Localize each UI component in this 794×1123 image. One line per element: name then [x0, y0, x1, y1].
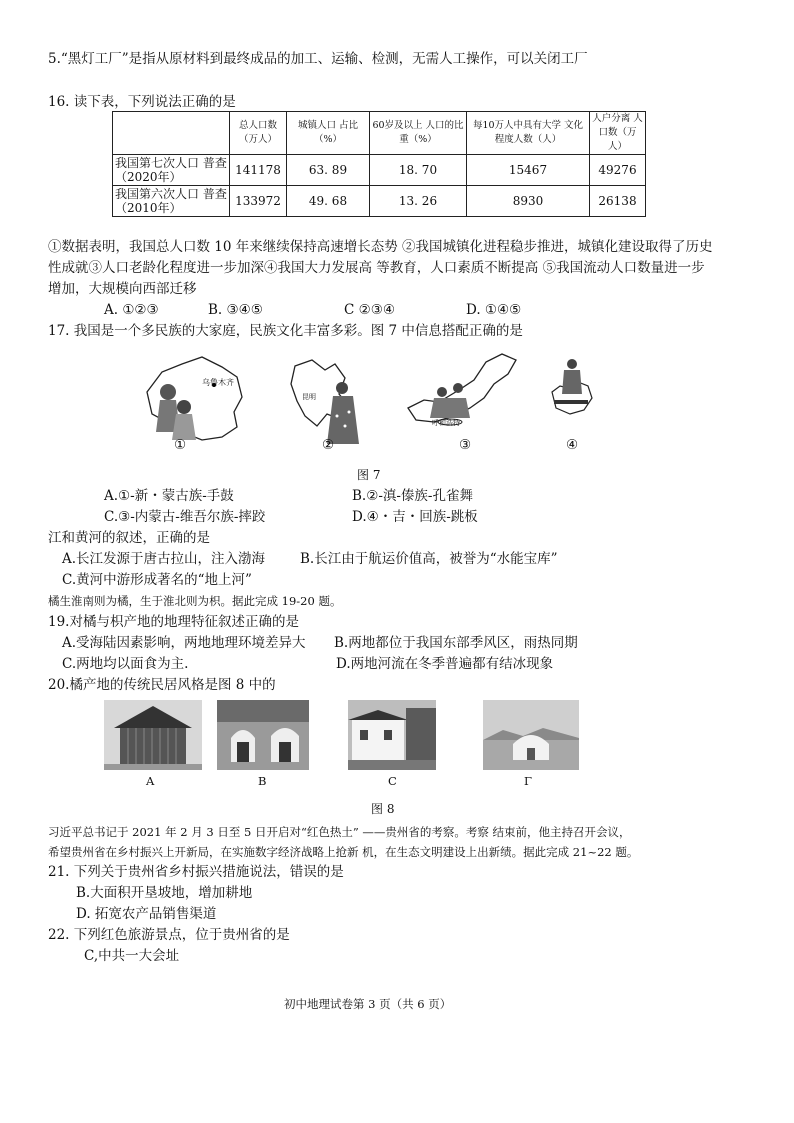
- figure-7-number: ④: [566, 437, 579, 453]
- table-row-label: 我国第七次人口 普查（2020年）: [113, 155, 230, 186]
- table-header-cell: 总人口数（万人）: [230, 112, 287, 155]
- table-cell: 15467: [467, 155, 590, 186]
- question-5-text: 5.“黑灯工厂”是指从原材料到最终成品的加工、运输、检测，无需人工操作，可以关闭工厂: [48, 51, 588, 67]
- question-16-statement-line: ①数据表明，我国总人口数 10 年来继续保持高速增长态势 ②我国城镇化进程稳步推进，城镇化建设取得了历史: [48, 239, 713, 255]
- table-header-cell: 人户分离 人口数（万人）: [590, 112, 646, 155]
- map-jilin-figure: [546, 352, 596, 424]
- table-row: [113, 155, 646, 186]
- table-header-cell: 每10万人中具有大学 文化程度人数（人）: [467, 112, 590, 155]
- map-city-label: 呼和浩特: [432, 419, 460, 427]
- table-cell: 13. 26: [370, 186, 467, 217]
- photo-label: C: [388, 774, 397, 788]
- question-16-stem: 16. 读下表，下列说法正确的是: [48, 94, 236, 110]
- table-corner-cell: [113, 112, 230, 155]
- question-17-option-a[interactable]: A.①-新・蒙古族-手鼓: [104, 488, 234, 504]
- photo-c-southern-house: [348, 700, 436, 770]
- table-cell: 133972: [230, 186, 287, 217]
- question-17-option-c[interactable]: C.③-内蒙古-维吾尔族-摔跤: [104, 509, 266, 525]
- question-17-stem: 17. 我国是一个多民族的大家庭，民族文化丰富多彩。图 7 中信息搭配正确的是: [48, 323, 523, 339]
- map-inner-mongolia-figure: [404, 350, 524, 430]
- question-22-option-c[interactable]: C,中共一大会址: [84, 948, 180, 964]
- table-cell: 8930: [467, 186, 590, 217]
- question-17-option-b[interactable]: B.②-滇-傣族-孔雀舞: [352, 488, 473, 504]
- photo-a-wooden-house: [104, 700, 202, 770]
- figure-7-number: ③: [459, 437, 472, 453]
- question-21-option-d[interactable]: D. 拓宽农产品销售渠道: [76, 906, 217, 922]
- question-16-option-d[interactable]: D. ①④⑤: [466, 302, 522, 318]
- question-19-stem: 19.对橘与枳产地的地理特征叙述正确的是: [48, 614, 299, 630]
- questions-19-20-intro: 橘生淮南则为橘，生于淮北则为枳。据此完成 19-20 题。: [48, 594, 342, 608]
- photo-label: Γ: [524, 774, 532, 788]
- question-20-stem: 20.橘产地的传统民居风格是图 8 中的: [48, 677, 276, 693]
- question-17-option-d[interactable]: D.④・吉・回族-跳板: [352, 509, 478, 525]
- table-cell: 141178: [230, 155, 287, 186]
- question-19-option-b[interactable]: B.两地都位于我国东部季风区，雨热同期: [334, 635, 578, 651]
- photo-d-yurt: [483, 700, 579, 770]
- table-header-row: [113, 112, 646, 155]
- figure-8-caption: 图 8: [371, 802, 395, 816]
- map-xinjiang-figure: [142, 352, 252, 452]
- map-city-label: 乌鲁木齐: [202, 378, 234, 387]
- table-row: [113, 186, 646, 217]
- question-18-option-b[interactable]: B.长江由于航运价值高，被誉为“水能宝库”: [300, 551, 558, 567]
- photo-label: A: [146, 774, 155, 788]
- question-21-stem: 21. 下列关于贵州省乡村振兴措施说法，错误的是: [48, 864, 344, 880]
- question-16-option-b[interactable]: B. ③④⑤: [208, 302, 263, 318]
- question-16-statement-line: 增加，大规模向西部迁移: [48, 281, 197, 297]
- census-table: [112, 111, 646, 217]
- question-19-option-a[interactable]: A.受海陆因素影响，两地地理环境差异大: [62, 635, 306, 651]
- page-footer: 初中地理试卷第 3 页（共 6 页）: [284, 997, 452, 1011]
- table-cell: 26138: [590, 186, 646, 217]
- table-cell: 18. 70: [370, 155, 467, 186]
- map-city-label: 昆明: [302, 393, 316, 401]
- questions-21-22-intro-line: 希望贵州省在乡村振兴上开新局，在实施数字经济战略上抢新 机，在生态文明建设上出新绩。据此完成 21~22 题。: [48, 845, 639, 859]
- question-18-option-c[interactable]: C.黄河中游形成著名的“地上河”: [62, 572, 252, 588]
- question-18-stem: 江和黄河的叙述，正确的是: [48, 530, 210, 546]
- question-16-statement-line: 性成就③人口老龄化程度进一步加深④我国大力发展高 等教育，人口素质不断提高 ⑤我国流动人口数量进一步: [48, 260, 705, 276]
- table-cell: 49276: [590, 155, 646, 186]
- question-21-option-b[interactable]: B.大面积开垦坡地，增加耕地: [76, 885, 253, 901]
- table-cell: 49. 68: [287, 186, 370, 217]
- question-16-option-a[interactable]: A. ①②③: [104, 302, 159, 318]
- figure-7-number: ②: [322, 437, 335, 453]
- table-row-label: 我国第六次人口 普查（2010年）: [113, 186, 230, 217]
- table-cell: 63. 89: [287, 155, 370, 186]
- figure-7-caption: 图 7: [357, 468, 381, 482]
- question-18-option-a[interactable]: A.长江发源于唐古拉山，注入渤海: [62, 551, 266, 567]
- photo-b-cave-dwelling: [217, 700, 309, 770]
- table-header-cell: 城镇人口 占比（%）: [287, 112, 370, 155]
- questions-21-22-intro-line: 习近平总书记于 2021 年 2 月 3 日至 5 日开启对“红色热土” ——贵州省的考察。考察 结束前，他主持召开会议，: [48, 825, 631, 839]
- question-22-stem: 22. 下列红色旅游景点，位于贵州省的是: [48, 927, 290, 943]
- figure-7-number: ①: [174, 437, 187, 453]
- question-19-option-c[interactable]: C.两地均以面食为主.: [62, 656, 189, 672]
- question-19-option-d[interactable]: D.两地河流在冬季普遍都有结冰现象: [336, 656, 554, 672]
- photo-label: B: [258, 774, 267, 788]
- question-16-option-c[interactable]: C ②③④: [344, 302, 395, 318]
- table-header-cell: 60岁及以上 人口的比重（%）: [370, 112, 467, 155]
